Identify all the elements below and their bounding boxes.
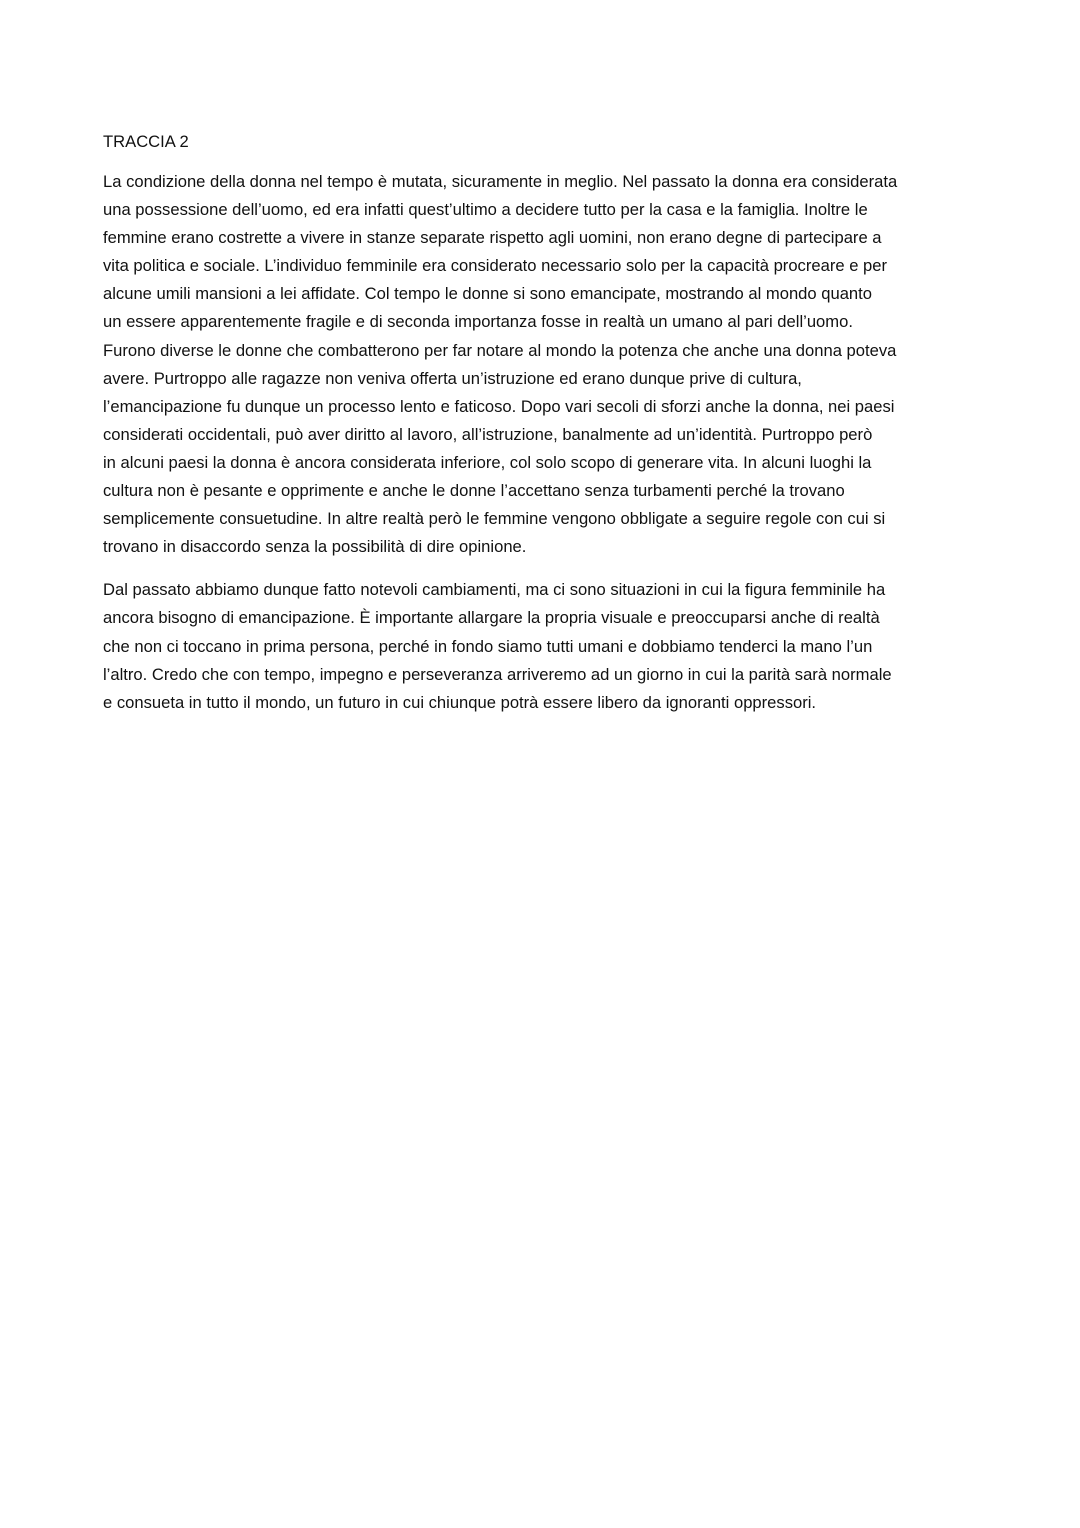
text-line: ancora bisogno di emancipazione. È importante allargare la propria visuale e preoccuparsi anche di realtà (103, 608, 880, 628)
paragraph-2 (103, 576, 980, 716)
text-line: una possessione dell’uomo, ed era infatti quest’ultimo a decidere tutto per la casa e la famiglia. Inoltre le (103, 200, 868, 220)
text-line: avere. Purtroppo alle ragazze non veniva offerta un’istruzione ed erano dunque prive di cultura, (103, 368, 802, 388)
text-line: femmine erano costrette a vivere in stanze separate rispetto agli uomini, non erano degne di partecipare a (103, 228, 882, 248)
text-line: vita politica e sociale. L’individuo femminile era considerato necessario solo per la capacità procreare e per (103, 256, 888, 276)
text-line: in alcuni paesi la donna è ancora considerata inferiore, col solo scopo di generare vita. In alcuni luoghi la (103, 452, 872, 472)
text-line: La condizione della donna nel tempo è mutata, sicuramente in meglio. Nel passato la donna era considerata (103, 172, 898, 191)
text-line: Dal passato abbiamo dunque fatto notevoli cambiamenti, ma ci sono situazioni in cui la figura femminile ha (103, 580, 886, 600)
text-line: l’altro. Credo che con tempo, impegno e perseveranza arriveremo ad un giorno in cui la parità sarà normale (103, 664, 892, 684)
document-heading: TRACCIA 2 (103, 132, 189, 151)
text-line: alcune umili mansioni a lei affidate. Col tempo le donne si sono emancipate, mostrando al mondo quanto (103, 284, 873, 304)
text-line: un essere apparentemente fragile e di seconda importanza fosse in realtà un umano al pari dell’uomo. (103, 312, 853, 332)
paragraph-1 (103, 168, 980, 561)
text-line: cultura non è pesante e opprimente e anche le donne l’accettano senza turbamenti perché la trovano (103, 481, 845, 501)
text-line: e consueta in tutto il mondo, un futuro in cui chiunque potrà essere libero da ignoranti oppressori. (103, 692, 817, 712)
text-line: considerati occidentali, può aver diritto al lavoro, all’istruzione, banalmente ad un’identità. Purtroppo però (103, 424, 873, 444)
text-line: trovano in disaccordo senza la possibilità di dire opinione. (103, 537, 527, 557)
text-line: che non ci toccano in prima persona, perché in fondo siamo tutti umani e dobbiamo tenderci la mano l’un (103, 636, 873, 656)
text-line: Furono diverse le donne che combatterono per far notare al mondo la potenza che anche una donna poteva (103, 340, 897, 360)
text-line: semplicemente consuetudine. In altre realtà però le femmine vengono obbligate a seguire regole con cui si (103, 509, 886, 529)
document-body (103, 131, 980, 732)
text-line: l’emancipazione fu dunque un processo lento e faticoso. Dopo vari secoli di sforzi anche la donna, nei paesi (103, 396, 895, 416)
